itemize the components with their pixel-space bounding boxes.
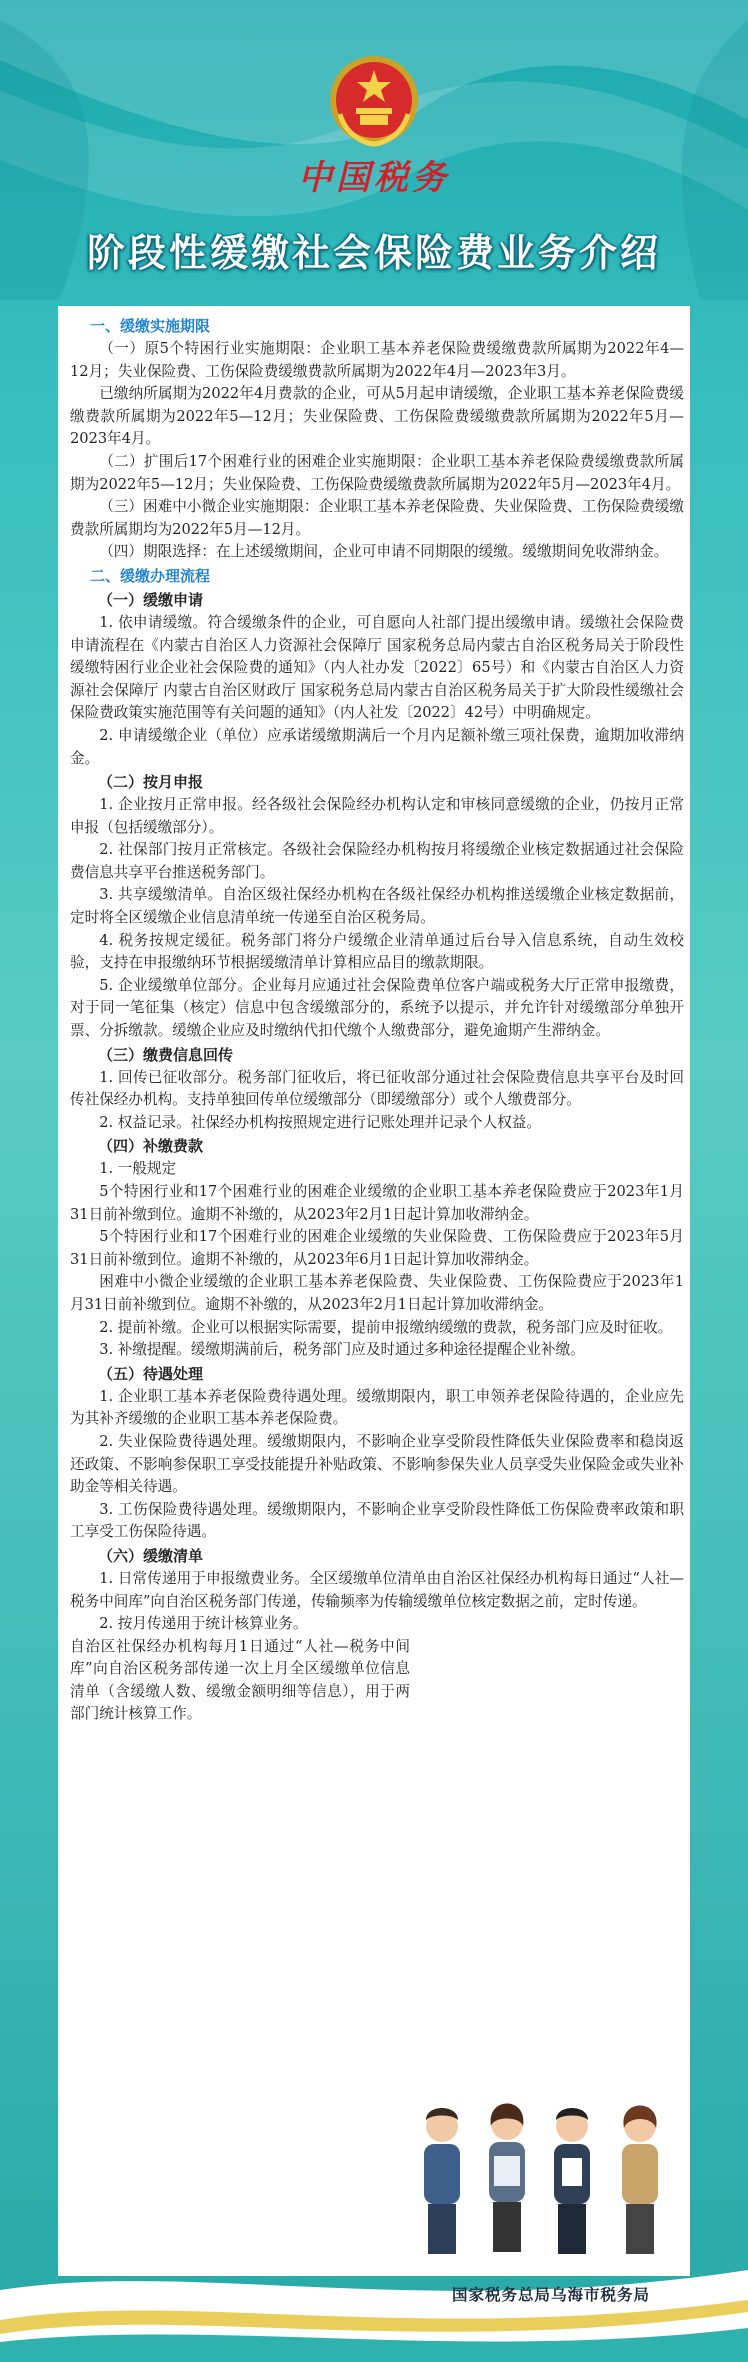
subsection-heading: （六）缓缴清单 (98, 1546, 204, 1565)
page-title: 阶段性缓缴社会保险费业务介绍 (86, 230, 661, 275)
paragraph: （四）期限选择：在上述缓缴期间，企业可申请不同期限的缓缴。缓缴期间免收滞纳金。 (99, 543, 669, 561)
footer-wave-decoration (0, 2250, 748, 2362)
paragraph: 2. 按月传递用于统计核算业务。 (99, 1615, 308, 1633)
paragraph: 5. 企业缓缴单位部分。企业每月应通过社会保险费单位客户端或税务大厅正常申报缴费，对于同一笔征集（核定）信息中包含缓缴部分的，系统予以提示，并允许针对缓缴部分单独开票、分拆缴款。缓缴企业应及时缴纳代扣代缴个人缴费部分，避免逾期产生滞纳金。 (70, 976, 684, 1040)
paragraph: 2. 权益记录。社保经办机构按照规定进行记账处理并记录个人权益。 (99, 1113, 541, 1131)
header (0, 0, 748, 300)
subsection-heading: （一）缓缴申请 (98, 590, 204, 609)
paragraph: （三）困难中小微企业实施期限：企业职工基本养老保险费、失业保险费、工伤保险费缓缴费款所属期均为2022年5月—12月。 (70, 498, 684, 538)
section-heading: 二、缓缴办理流程 (90, 566, 211, 585)
people-illustration (412, 2086, 690, 2276)
paragraph: 1. 回传已征收部分。税务部门征收后，将已征收部分通过社会保险费信息共享平台及时回传社保经办机构。支持单独回传单位缓缴部分（即缓缴部分）或个人缴费部分。 (70, 1068, 684, 1109)
footer-org-name: 国家税务总局乌海市税务局 (451, 2286, 650, 2304)
paragraph: 2. 失业保险费待遇处理。缓缴期限内，不影响企业享受阶段性降低失业保险费率和稳岗返还政策、不影响参保职工享受技能提升补贴政策、不影响参保失业人员享受失业保险金或失业补助金等相关待遇。 (70, 1432, 684, 1496)
paragraph: 1. 企业按月正常申报。经各级社会保险经办机构认定和审核同意缓缴的企业，仍按月正常申报（包括缓缴部分）。 (70, 796, 684, 836)
paragraph: 4. 税务按规定缓征。税务部门将分户缓缴企业清单通过后台导入信息系统，自动生效校验，支持在申报缴纳环节根据缓缴清单计算相应品目的缴款期限。 (70, 931, 684, 972)
subsection-heading: （三）缴费信息回传 (98, 1045, 234, 1064)
paragraph: （二）扩围后17个困难行业的困难企业实施期限：企业职工基本养老保险费缓缴费款所属期为2022年5—12月；失业保险费、工伤保险费缓缴费款所属期为2022年5月—2023年4月。 (70, 452, 684, 493)
paragraph: 困难中小微企业缓缴的企业职工基本养老保险费、失业保险费、工伤保险费应于2023年1月31日前补缴到位。逾期不补缴的，从2023年2月1日起计算加收滞纳金。 (70, 1273, 684, 1313)
paragraph: 3. 工伤保险费待遇处理。缓缴期限内，不影响企业享受阶段性降低工伤保险费率政策和职工享受工伤保险待遇。 (70, 1500, 684, 1541)
section-heading: 一、缓缴实施期限 (90, 317, 211, 335)
national-emblem-icon (326, 52, 422, 148)
paragraph: 2. 提前补缴。企业可以根据实际需要，提前申报缴纳缓缴的费款，税务部门应及时征收。 (99, 1318, 673, 1336)
paragraph: 1. 日常传递用于申报缴费业务。全区缓缴单位清单由自治区社保经办机构每日通过“人社—税务中间库”向自治区税务部门传递，传输频率为传输缓缴单位核定数据之前，定时传递。 (70, 1569, 684, 1610)
paragraph: 5个特困行业和17个困难行业的困难企业缓缴的失业保险费、工伤保险费应于2023年5月31日前补缴到位。逾期不补缴的，从2023年6月1日起计算加收滞纳金。 (70, 1228, 684, 1268)
paragraph: 2. 社保部门按月正常核定。各级社会保险经办机构按月将缓缴企业核定数据通过社会保险费信息共享平台推送税务部门。 (70, 841, 684, 881)
paragraph: 已缴纳所属期为2022年4月费款的企业，可从5月起申请缓缴，企业职工基本养老保险费缓缴费款所属期为2022年5—12月；失业保险费、工伤保险费缓缴费款所属期为2022年5月—2023年4月。 (70, 385, 684, 448)
subsection-heading: （五）待遇处理 (98, 1364, 204, 1383)
paragraph: 5个特困行业和17个困难行业的困难企业缓缴的企业职工基本养老保险费应于2023年1月31日前补缴到位。逾期不补缴的，从2023年2月1日起计算加收滞纳金。 (70, 1183, 684, 1223)
paragraph: 1. 企业职工基本养老保险费待遇处理。缓缴期限内，职工申领养老保险待遇的，企业应先为其补齐缓缴的企业职工基本养老保险费。 (70, 1387, 684, 1428)
subsection-heading: （二）按月申报 (98, 773, 204, 792)
paragraph: 1. 依申请缓缴。符合缓缴条件的企业，可自愿向人社部门提出缓缴申请。缓缴社会保险费申请流程在《内蒙古自治区人力资源社会保障厅 国家税务总局内蒙古自治区税务局关于阶段性缓缴特困行业企业社会保险费的通知》（内人社办发〔2022〕65号）和《内蒙古自治区人力资源社会保障厅 内蒙古自治区财政厅 国家税务总局内蒙古自治区税务局关于扩大阶段性缓缴社会保险费政策实施范围等有关问题的通知》（内人社发〔2022〕42号）中明确规定。 (70, 613, 684, 722)
paragraph: 3. 共享缓缴清单。自治区级社保经办机构在各级社保经办机构推送缓缴企业核定数据前，定时将全区缓缴企业信息清单统一传递至自治区税务局。 (70, 886, 684, 927)
logo-text: 中国税务 (298, 158, 450, 198)
paragraph: 自治区社保经办机构每月1日通过“人社—税务中间库”向自治区税务部传递一次上月全区缓缴单位信息清单（含缓缴人数、缓缴金额明细等信息），用于两部门统计核算工作。 (70, 1637, 410, 1723)
paragraph: 2. 申请缓缴企业（单位）应承诺缓缴期满后一个月内足额补缴三项社保费，逾期加收滞纳金。 (70, 726, 684, 767)
paragraph: 1. 一般规定 (99, 1160, 177, 1178)
paragraph: 3. 补缴提醒。缓缴期满前后，税务部门应及时通过多种途径提醒企业补缴。 (99, 1341, 585, 1359)
article-body (70, 314, 684, 1726)
subsection-heading: （四）补缴费款 (98, 1137, 204, 1156)
paragraph: （一）原5个特困行业实施期限：企业职工基本养老保险费缓缴费款所属期为2022年4—12月；失业保险费、工伤保险费缓缴费款所属期为2022年4月—2023年3月。 (70, 340, 684, 380)
